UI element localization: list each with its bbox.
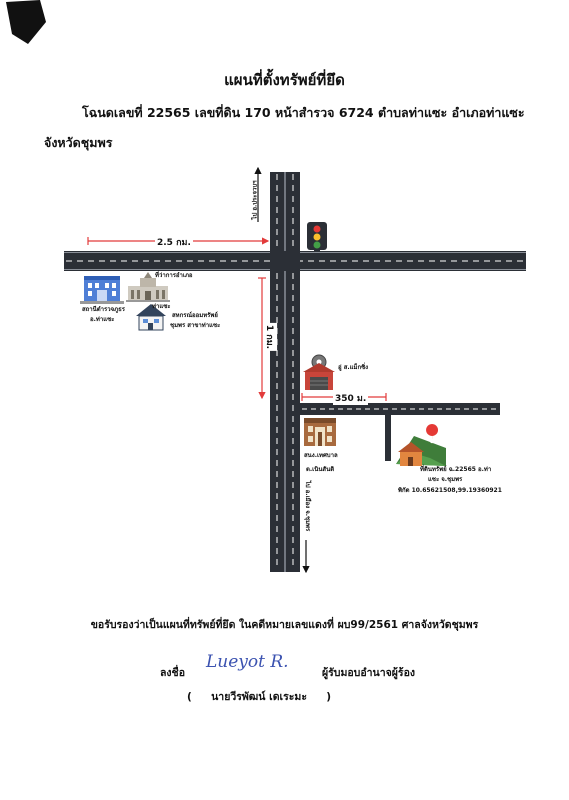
main-vertical-road [270, 172, 300, 572]
distance-east-label: 350 ม. [333, 391, 368, 405]
property-label-2: แซะ จ.ชุมพร [428, 476, 463, 483]
municipal-label-1: สนง.เทศบาล [304, 452, 338, 459]
direction-north-label: ไป อ.ประจวบฯ [251, 180, 259, 220]
side-road-east [300, 403, 500, 415]
distance-vertical-label: 1 กม. [263, 323, 277, 351]
property-coords: พิกัด 10.65621508,99.19360921 [398, 487, 502, 494]
receiver-label: ผู้รับมอบอำนาจผู้ร้อง [322, 667, 416, 679]
deed-details: โฉนดเลขที่ 22565 เลขที่ดิน 170 หน้าสำรวจ 6724 ตำบลท่าแซะ อำเภอท่าแซะ [82, 105, 525, 120]
garage-icon [303, 355, 335, 390]
municipal-label-2: ต.เนินสันติ [306, 466, 335, 473]
police-label-2: อ.ท่าแซะ [90, 316, 115, 323]
sign-label: ลงชื่อ [160, 667, 185, 679]
traffic-light-icon [307, 222, 327, 252]
property-location-icon [396, 424, 446, 466]
province-line: จังหวัดชุมพร [44, 135, 113, 150]
district-office-label-1: ที่ว่าการอำเภอ [155, 272, 193, 279]
document-title: แผนที่ตั้งทรัพย์ที่ยึด [224, 71, 345, 89]
police-station-icon [80, 276, 124, 304]
direction-south-label: ไป อ.เมือง จ.ชุมพร [304, 480, 312, 532]
coop-label-2: ชุมพร สาขาท่าแซะ [170, 322, 221, 329]
name-close-paren: ) [326, 691, 332, 703]
signature: Lueyot R. [206, 652, 289, 672]
signatory-name: นายวีรพัฒน์ เดเระมะ [211, 691, 307, 703]
property-label-1: ที่ดินทรัพย์ ฉ.22565 อ.ท่า [420, 466, 492, 473]
police-label-1: สถานีตำรวจภูธร [82, 306, 125, 313]
district-office-label-2: ท่าแซะ [152, 303, 171, 310]
distance-west-label: 2.5 กม. [155, 235, 193, 249]
garage-label: อู่ ส.แม็กซิ่ง [338, 364, 369, 371]
coop-label-1: สหกรณ์ออมทรัพย์ [172, 312, 218, 319]
name-open-paren: ( [187, 691, 192, 703]
property-lane [385, 415, 391, 461]
municipal-office-icon [304, 418, 336, 446]
certification-statement: ขอรับรองว่าเป็นแผนที่ทรัพย์ที่ยึด ในคดีหมายเลขแดงที่ ผบ99/2561 ศาลจังหวัดชุมพร [90, 619, 479, 631]
signatory-name-line [187, 688, 331, 705]
